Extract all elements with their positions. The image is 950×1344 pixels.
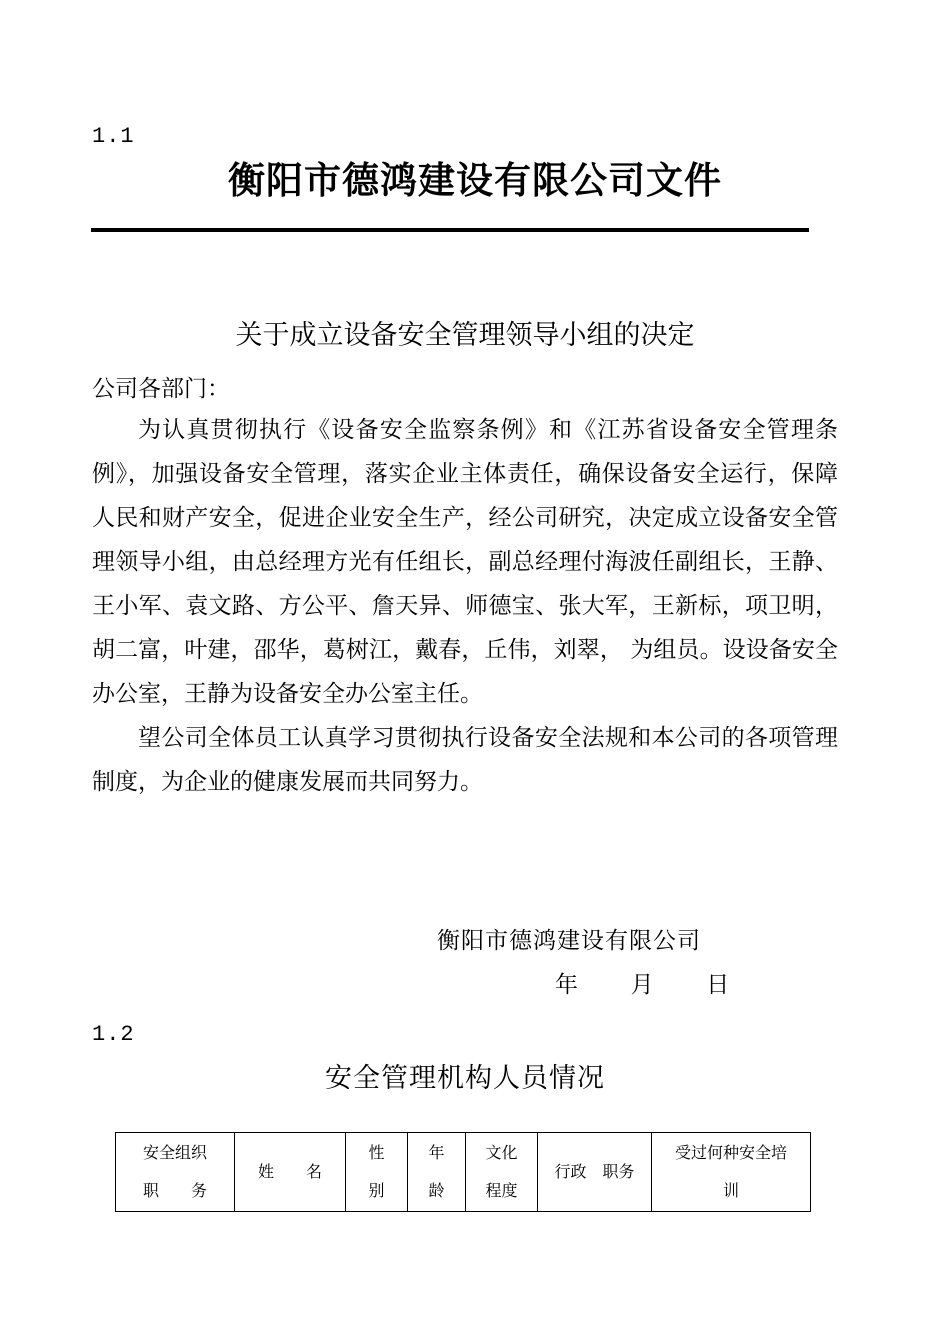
header-line: 年: [428, 1143, 445, 1162]
date-year-label: 年: [555, 972, 578, 998]
body-paragraph: 为认真贯彻执行《设备安全监察条例》和《江苏省设备安全管理条例》，加强设备安全管理，落实企业主体责任，确保设备安全运行，保障人民和财产安全，促进企业安全生产，经公司研究，决定成立设备安全管理领导小组，由总经理方光有任组长，副总经理付海波任副组长，王静、王小军、袁文路、方公平、詹天异、师德宝、张大军，王新标，项卫明，胡二富，叶建，邵华，葛树江，戴春，丘伟，刘翠， 为组员。设设备安全办公室，王静为设备安全办公室主任。: [92, 417, 838, 707]
header-line: 文化: [485, 1143, 518, 1162]
header-line: 受过何种安全培: [674, 1143, 787, 1162]
header-cell-org-position: [116, 1133, 235, 1212]
staff-table: [115, 1132, 811, 1212]
header-cell-safety-training: [652, 1133, 811, 1212]
date-day-label: 日: [706, 972, 730, 998]
body-paragraph: 望公司全体员工认真学习贯彻执行设备安全法规和本公司的各项管理制度，为企业的健康发展而共同努力。: [92, 725, 838, 795]
table-header-row: [116, 1133, 811, 1212]
header-cell-education: [466, 1133, 538, 1212]
header-cell-name: [235, 1133, 346, 1212]
header-line: 别: [368, 1181, 385, 1200]
header-line: 程度: [485, 1181, 518, 1200]
salutation: 公司各部门：: [92, 376, 230, 402]
header-line: 训: [722, 1181, 739, 1200]
signature-date: [555, 966, 729, 999]
header-cell-age: [408, 1133, 466, 1212]
signature-company: 衡阳市德鸿建设有限公司: [437, 928, 701, 954]
header-divider: [91, 228, 809, 232]
section-number: 1.1: [92, 124, 135, 149]
document-title: 关于成立设备安全管理领导小组的决定: [235, 320, 695, 351]
table-title: 安全管理机构人员情况: [325, 1063, 605, 1094]
header-cell-gender: [346, 1133, 408, 1212]
document-header-title: 衡阳市德鸿建设有限公司文件: [228, 159, 722, 202]
header-line: 龄: [428, 1181, 445, 1200]
header-line: 行政 职务: [554, 1162, 635, 1181]
header-line: 性: [368, 1143, 385, 1162]
header-line: 姓 名: [257, 1162, 322, 1181]
header-line: 安全组织: [142, 1143, 207, 1162]
header-cell-admin-position: [538, 1133, 652, 1212]
section-number: 1.2: [92, 1022, 135, 1047]
header-line: 职 务: [142, 1181, 207, 1200]
date-month-label: 月: [630, 972, 654, 998]
